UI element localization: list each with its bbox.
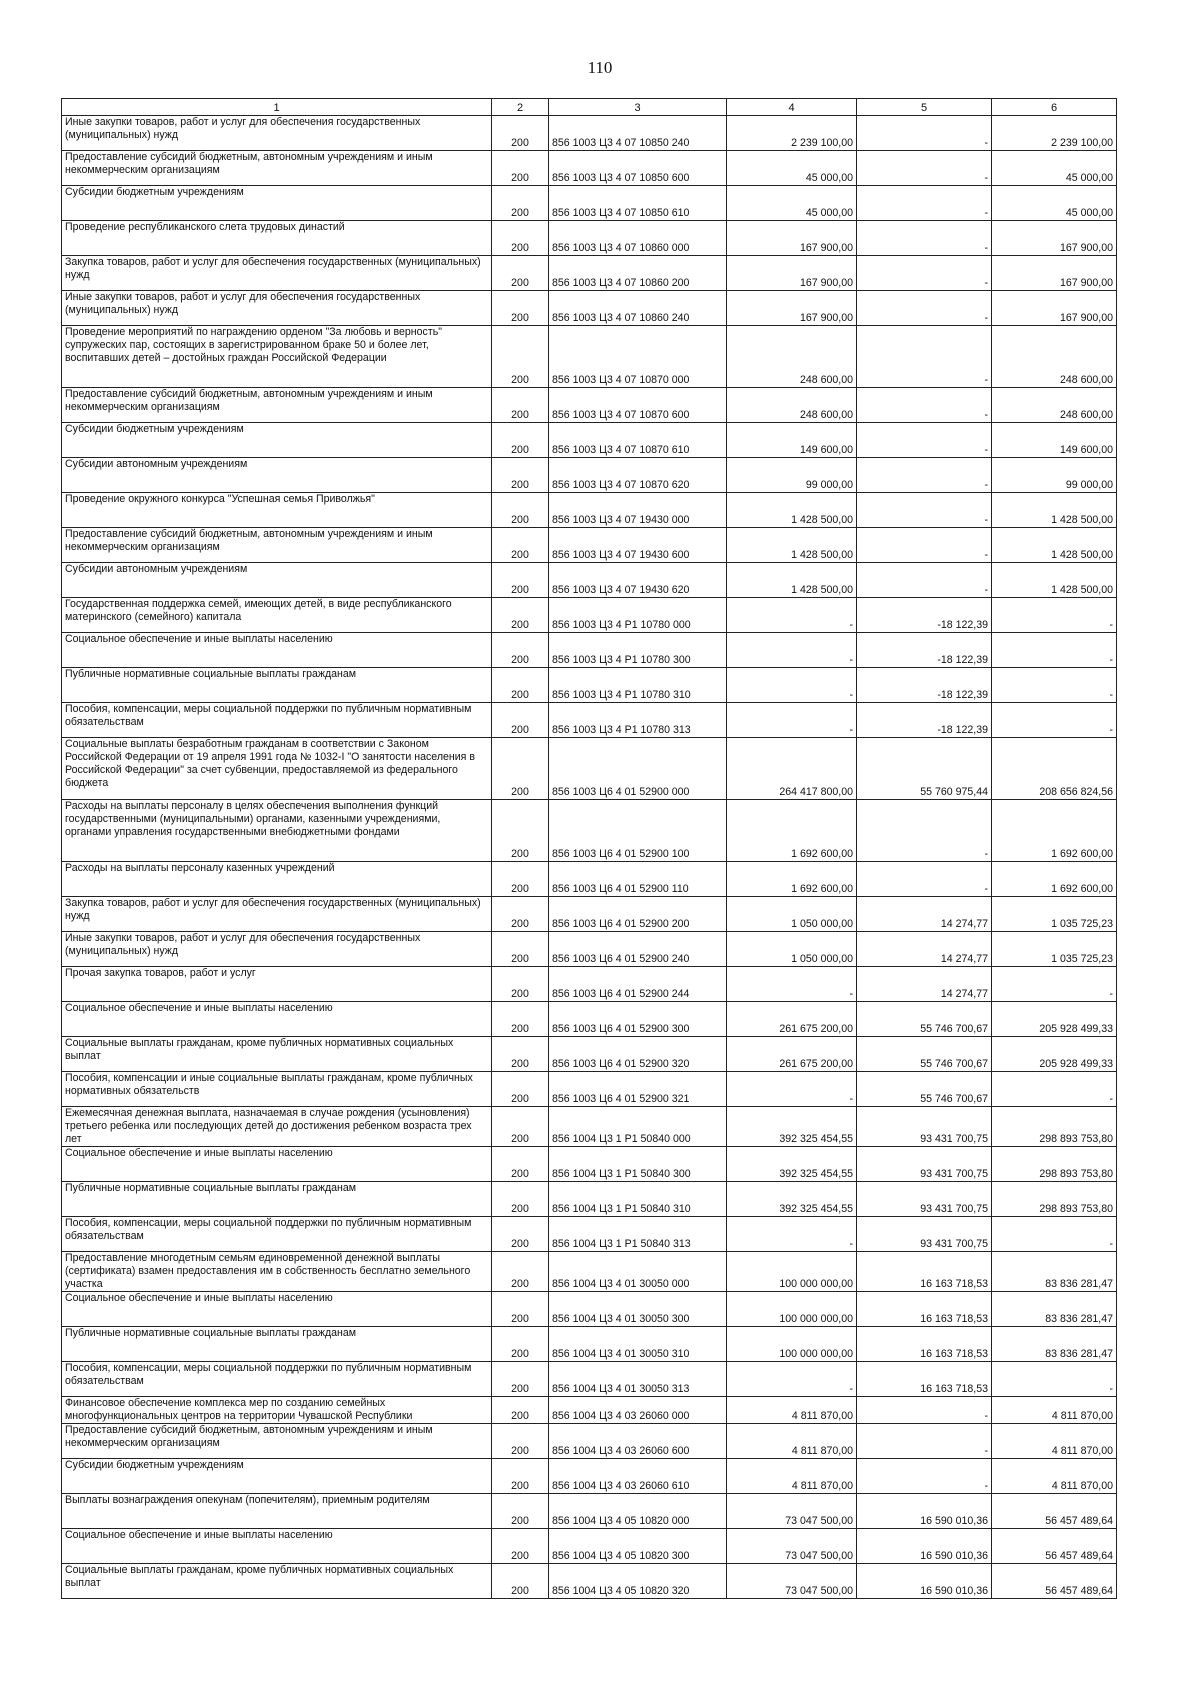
table-row xyxy=(62,800,1117,862)
row-value-4-cell: - xyxy=(727,1362,857,1397)
row-value-6-cell: 1 035 725,23 xyxy=(992,897,1117,932)
row-value-6-cell: - xyxy=(992,668,1117,703)
row-value-5-cell: 16 590 010,36 xyxy=(857,1529,992,1564)
row-code-cell: 856 1004 Ц3 4 03 26060 000 xyxy=(549,1397,727,1424)
row-code-cell: 856 1003 Ц3 4 07 10850 610 xyxy=(549,186,727,221)
row-name-cell: Субсидии бюджетным учреждениям xyxy=(62,1459,492,1494)
row-code-cell: 856 1003 Ц3 4 07 10870 610 xyxy=(549,423,727,458)
row-chapter-cell: 200 xyxy=(492,291,549,326)
row-code-cell: 856 1004 Ц3 4 03 26060 600 xyxy=(549,1424,727,1459)
row-code-cell: 856 1003 Ц3 4 07 10860 240 xyxy=(549,291,727,326)
row-value-5-cell: - xyxy=(857,291,992,326)
row-value-6-cell: 45 000,00 xyxy=(992,151,1117,186)
table-row xyxy=(62,186,1117,221)
row-value-5-cell: -18 122,39 xyxy=(857,703,992,738)
row-code-cell: 856 1003 Ц3 4 Р1 10780 310 xyxy=(549,668,727,703)
row-value-6-cell: 4 811 870,00 xyxy=(992,1397,1117,1424)
row-chapter-cell: 200 xyxy=(492,862,549,897)
row-value-5-cell: - xyxy=(857,1459,992,1494)
row-chapter-cell: 200 xyxy=(492,932,549,967)
row-name-cell: Публичные нормативные социальные выплаты гражданам xyxy=(62,1327,492,1362)
table-row xyxy=(62,1182,1117,1217)
row-code-cell: 856 1004 Ц3 4 01 30050 000 xyxy=(549,1252,727,1292)
row-name-cell: Субсидии автономным учреждениям xyxy=(62,563,492,598)
row-code-cell: 856 1004 Ц3 4 05 10820 320 xyxy=(549,1564,727,1599)
row-value-6-cell: 56 457 489,64 xyxy=(992,1494,1117,1529)
row-code-cell: 856 1003 Ц6 4 01 52900 300 xyxy=(549,1002,727,1037)
row-name-cell: Социальные выплаты безработным гражданам в соответствии с Законом Российской Федерации от 19 апреля 1991 года № 1032-I "О занятости населения в Российской Федерации" за счет субвенции, предоставляемой из федерального бюджета xyxy=(62,738,492,800)
row-value-5-cell: - xyxy=(857,151,992,186)
row-value-4-cell: 261 675 200,00 xyxy=(727,1002,857,1037)
row-chapter-cell: 200 xyxy=(492,1424,549,1459)
row-name-cell: Государственная поддержка семей, имеющих детей, в виде республиканского материнского (семейного) капитала xyxy=(62,598,492,633)
row-code-cell: 856 1004 Ц3 4 05 10820 000 xyxy=(549,1494,727,1529)
table-row xyxy=(62,221,1117,256)
row-value-5-cell: - xyxy=(857,528,992,563)
row-value-5-cell: - xyxy=(857,458,992,493)
row-chapter-cell: 200 xyxy=(492,1327,549,1362)
row-value-4-cell: 1 692 600,00 xyxy=(727,862,857,897)
row-value-4-cell: 100 000 000,00 xyxy=(727,1252,857,1292)
row-chapter-cell: 200 xyxy=(492,458,549,493)
row-value-4-cell: 2 239 100,00 xyxy=(727,116,857,151)
row-name-cell: Расходы на выплаты персоналу казенных учреждений xyxy=(62,862,492,897)
row-value-4-cell: - xyxy=(727,1217,857,1252)
row-value-4-cell: - xyxy=(727,598,857,633)
row-code-cell: 856 1003 Ц6 4 01 52900 321 xyxy=(549,1072,727,1107)
row-value-4-cell: 45 000,00 xyxy=(727,151,857,186)
table-row xyxy=(62,1529,1117,1564)
row-name-cell: Пособия, компенсации, меры социальной поддержки по публичным нормативным обязательствам xyxy=(62,703,492,738)
column-header: 6 xyxy=(992,99,1117,116)
row-name-cell: Выплаты вознаграждения опекунам (попечителям), приемным родителям xyxy=(62,1494,492,1529)
row-code-cell: 856 1003 Ц6 4 01 52900 244 xyxy=(549,967,727,1002)
row-chapter-cell: 200 xyxy=(492,1107,549,1147)
row-chapter-cell: 200 xyxy=(492,326,549,388)
row-value-4-cell: 73 047 500,00 xyxy=(727,1494,857,1529)
row-value-5-cell: 14 274,77 xyxy=(857,897,992,932)
table-row xyxy=(62,1147,1117,1182)
row-value-5-cell: - xyxy=(857,186,992,221)
table-row xyxy=(62,256,1117,291)
table-row xyxy=(62,423,1117,458)
row-chapter-cell: 200 xyxy=(492,1362,549,1397)
row-value-5-cell: 14 274,77 xyxy=(857,967,992,1002)
row-name-cell: Социальное обеспечение и иные выплаты населению xyxy=(62,1529,492,1564)
row-value-4-cell: 4 811 870,00 xyxy=(727,1397,857,1424)
row-chapter-cell: 200 xyxy=(492,1147,549,1182)
row-value-5-cell: 16 163 718,53 xyxy=(857,1362,992,1397)
table-row xyxy=(62,932,1117,967)
row-value-5-cell: 16 163 718,53 xyxy=(857,1292,992,1327)
row-code-cell: 856 1004 Ц3 4 03 26060 610 xyxy=(549,1459,727,1494)
row-value-5-cell: - xyxy=(857,1424,992,1459)
row-value-4-cell: 167 900,00 xyxy=(727,291,857,326)
row-chapter-cell: 200 xyxy=(492,703,549,738)
row-chapter-cell: 200 xyxy=(492,1529,549,1564)
row-chapter-cell: 200 xyxy=(492,1217,549,1252)
table-row xyxy=(62,291,1117,326)
row-chapter-cell: 200 xyxy=(492,1072,549,1107)
row-value-5-cell: - xyxy=(857,563,992,598)
row-value-5-cell: - xyxy=(857,423,992,458)
table-row xyxy=(62,1397,1117,1424)
table-row xyxy=(62,967,1117,1002)
row-name-cell: Иные закупки товаров, работ и услуг для обеспечения государственных (муниципальных) нужд xyxy=(62,116,492,151)
table-row xyxy=(62,1072,1117,1107)
table-row xyxy=(62,1037,1117,1072)
row-value-6-cell: 1 035 725,23 xyxy=(992,932,1117,967)
row-name-cell: Ежемесячная денежная выплата, назначаемая в случае рождения (усыновления) третьего ребенка или последующих детей до достижения ребенком возраста трех лет xyxy=(62,1107,492,1147)
table-row xyxy=(62,1424,1117,1459)
table-row xyxy=(62,563,1117,598)
row-value-6-cell: 56 457 489,64 xyxy=(992,1529,1117,1564)
row-value-6-cell: - xyxy=(992,1217,1117,1252)
row-name-cell: Пособия, компенсации, меры социальной поддержки по публичным нормативным обязательствам xyxy=(62,1362,492,1397)
row-value-5-cell: - xyxy=(857,862,992,897)
column-header: 5 xyxy=(857,99,992,116)
table-row xyxy=(62,1362,1117,1397)
column-header: 3 xyxy=(549,99,727,116)
header-row xyxy=(62,99,1117,116)
row-value-6-cell: 1 428 500,00 xyxy=(992,563,1117,598)
row-value-6-cell: 4 811 870,00 xyxy=(992,1424,1117,1459)
table-row xyxy=(62,326,1117,388)
row-chapter-cell: 200 xyxy=(492,598,549,633)
budget-table xyxy=(61,98,1117,1599)
row-chapter-cell: 200 xyxy=(492,388,549,423)
row-value-6-cell: - xyxy=(992,598,1117,633)
row-value-6-cell: 298 893 753,80 xyxy=(992,1107,1117,1147)
row-name-cell: Публичные нормативные социальные выплаты гражданам xyxy=(62,668,492,703)
row-value-6-cell: 45 000,00 xyxy=(992,186,1117,221)
row-chapter-cell: 200 xyxy=(492,1564,549,1599)
row-code-cell: 856 1004 Ц3 4 05 10820 300 xyxy=(549,1529,727,1564)
row-value-4-cell: 4 811 870,00 xyxy=(727,1424,857,1459)
row-chapter-cell: 200 xyxy=(492,256,549,291)
row-code-cell: 856 1004 Ц3 1 Р1 50840 000 xyxy=(549,1107,727,1147)
row-value-6-cell: - xyxy=(992,967,1117,1002)
table-row xyxy=(62,151,1117,186)
row-code-cell: 856 1003 Ц6 4 01 52900 200 xyxy=(549,897,727,932)
table-row xyxy=(62,1564,1117,1599)
row-code-cell: 856 1003 Ц3 4 07 10860 000 xyxy=(549,221,727,256)
row-value-4-cell: 100 000 000,00 xyxy=(727,1292,857,1327)
row-value-4-cell: 99 000,00 xyxy=(727,458,857,493)
row-code-cell: 856 1003 Ц6 4 01 52900 100 xyxy=(549,800,727,862)
row-value-6-cell: 248 600,00 xyxy=(992,388,1117,423)
table-row xyxy=(62,668,1117,703)
row-value-4-cell: - xyxy=(727,633,857,668)
row-value-5-cell: 14 274,77 xyxy=(857,932,992,967)
row-name-cell: Предоставление субсидий бюджетным, автономным учреждениям и иным некоммерческим организациям xyxy=(62,388,492,423)
row-value-5-cell: 16 590 010,36 xyxy=(857,1494,992,1529)
table-row xyxy=(62,598,1117,633)
row-value-6-cell: 167 900,00 xyxy=(992,256,1117,291)
row-name-cell: Иные закупки товаров, работ и услуг для обеспечения государственных (муниципальных) нужд xyxy=(62,291,492,326)
row-value-6-cell: 99 000,00 xyxy=(992,458,1117,493)
row-value-5-cell: 93 431 700,75 xyxy=(857,1182,992,1217)
row-value-4-cell: - xyxy=(727,967,857,1002)
row-code-cell: 856 1003 Ц6 4 01 52900 240 xyxy=(549,932,727,967)
row-name-cell: Проведение мероприятий по награждению орденом "За любовь и верность" супружеских пар, состоящих в зарегистрированном браке 50 и более лет, воспитавших детей – достойных граждан Российской Федерации xyxy=(62,326,492,388)
table-row xyxy=(62,1327,1117,1362)
table-row xyxy=(62,1107,1117,1147)
row-name-cell: Иные закупки товаров, работ и услуг для обеспечения государственных (муниципальных) нужд xyxy=(62,932,492,967)
row-name-cell: Пособия, компенсации, меры социальной поддержки по публичным нормативным обязательствам xyxy=(62,1217,492,1252)
row-value-6-cell: 298 893 753,80 xyxy=(992,1182,1117,1217)
row-code-cell: 856 1003 Ц3 4 07 10870 600 xyxy=(549,388,727,423)
row-code-cell: 856 1003 Ц3 4 07 19430 600 xyxy=(549,528,727,563)
row-name-cell: Проведение окружного конкурса "Успешная семья Приволжья" xyxy=(62,493,492,528)
table-row xyxy=(62,738,1117,800)
row-value-6-cell: 205 928 499,33 xyxy=(992,1037,1117,1072)
row-value-5-cell: 93 431 700,75 xyxy=(857,1217,992,1252)
row-value-6-cell: 248 600,00 xyxy=(992,326,1117,388)
row-value-4-cell: 392 325 454,55 xyxy=(727,1107,857,1147)
row-name-cell: Закупка товаров, работ и услуг для обеспечения государственных (муниципальных) нужд xyxy=(62,897,492,932)
column-header: 1 xyxy=(62,99,492,116)
row-value-4-cell: 392 325 454,55 xyxy=(727,1182,857,1217)
table-row xyxy=(62,1252,1117,1292)
row-name-cell: Предоставление субсидий бюджетным, автономным учреждениям и иным некоммерческим организациям xyxy=(62,1424,492,1459)
row-chapter-cell: 200 xyxy=(492,897,549,932)
row-value-5-cell: 16 163 718,53 xyxy=(857,1327,992,1362)
row-value-5-cell: -18 122,39 xyxy=(857,598,992,633)
row-chapter-cell: 200 xyxy=(492,1002,549,1037)
row-code-cell: 856 1003 Ц3 4 07 19430 620 xyxy=(549,563,727,598)
row-name-cell: Расходы на выплаты персоналу в целях обеспечения выполнения функций государственными (муниципальными) органами, казенными учреждениями, органами управления государственными внебюджетными фондами xyxy=(62,800,492,862)
row-value-5-cell: 16 590 010,36 xyxy=(857,1564,992,1599)
row-chapter-cell: 200 xyxy=(492,221,549,256)
row-name-cell: Субсидии бюджетным учреждениям xyxy=(62,423,492,458)
row-chapter-cell: 200 xyxy=(492,563,549,598)
row-value-6-cell: 4 811 870,00 xyxy=(992,1459,1117,1494)
table-row xyxy=(62,388,1117,423)
row-name-cell: Публичные нормативные социальные выплаты гражданам xyxy=(62,1182,492,1217)
row-value-6-cell: 298 893 753,80 xyxy=(992,1147,1117,1182)
row-value-5-cell: 55 746 700,67 xyxy=(857,1002,992,1037)
row-code-cell: 856 1004 Ц3 1 Р1 50840 313 xyxy=(549,1217,727,1252)
row-code-cell: 856 1004 Ц3 1 Р1 50840 310 xyxy=(549,1182,727,1217)
row-code-cell: 856 1004 Ц3 4 01 30050 310 xyxy=(549,1327,727,1362)
row-value-5-cell: - xyxy=(857,221,992,256)
row-chapter-cell: 200 xyxy=(492,1494,549,1529)
row-value-4-cell: 100 000 000,00 xyxy=(727,1327,857,1362)
row-value-6-cell: - xyxy=(992,1362,1117,1397)
row-value-6-cell: 1 428 500,00 xyxy=(992,493,1117,528)
row-code-cell: 856 1003 Ц6 4 01 52900 110 xyxy=(549,862,727,897)
row-value-6-cell: - xyxy=(992,1072,1117,1107)
row-value-5-cell: 16 163 718,53 xyxy=(857,1252,992,1292)
row-value-6-cell: 149 600,00 xyxy=(992,423,1117,458)
row-code-cell: 856 1004 Ц3 4 01 30050 313 xyxy=(549,1362,727,1397)
row-chapter-cell: 200 xyxy=(492,633,549,668)
row-value-5-cell: 93 431 700,75 xyxy=(857,1147,992,1182)
row-name-cell: Пособия, компенсации и иные социальные выплаты гражданам, кроме публичных нормативных обязательств xyxy=(62,1072,492,1107)
row-value-6-cell: 167 900,00 xyxy=(992,291,1117,326)
table-row xyxy=(62,862,1117,897)
row-value-4-cell: - xyxy=(727,668,857,703)
row-value-4-cell: 261 675 200,00 xyxy=(727,1037,857,1072)
row-value-5-cell: 55 746 700,67 xyxy=(857,1072,992,1107)
table-row xyxy=(62,703,1117,738)
row-value-4-cell: 1 050 000,00 xyxy=(727,897,857,932)
row-name-cell: Субсидии автономным учреждениям xyxy=(62,458,492,493)
row-code-cell: 856 1003 Ц6 4 01 52900 000 xyxy=(549,738,727,800)
row-value-6-cell: 83 836 281,47 xyxy=(992,1327,1117,1362)
row-value-4-cell: 4 811 870,00 xyxy=(727,1459,857,1494)
row-value-5-cell: - xyxy=(857,388,992,423)
row-name-cell: Социальное обеспечение и иные выплаты населению xyxy=(62,633,492,668)
row-value-4-cell: 149 600,00 xyxy=(727,423,857,458)
row-value-4-cell: 45 000,00 xyxy=(727,186,857,221)
row-value-6-cell: 208 656 824,56 xyxy=(992,738,1117,800)
row-chapter-cell: 200 xyxy=(492,1292,549,1327)
row-chapter-cell: 200 xyxy=(492,1252,549,1292)
column-header: 2 xyxy=(492,99,549,116)
table-row xyxy=(62,116,1117,151)
row-value-5-cell: 55 760 975,44 xyxy=(857,738,992,800)
row-value-4-cell: 1 692 600,00 xyxy=(727,800,857,862)
row-code-cell: 856 1004 Ц3 1 Р1 50840 300 xyxy=(549,1147,727,1182)
row-chapter-cell: 200 xyxy=(492,800,549,862)
row-value-4-cell: 1 050 000,00 xyxy=(727,932,857,967)
row-code-cell: 856 1003 Ц3 4 07 10870 000 xyxy=(549,326,727,388)
row-value-4-cell: - xyxy=(727,1072,857,1107)
row-value-4-cell: 73 047 500,00 xyxy=(727,1529,857,1564)
row-code-cell: 856 1003 Ц3 4 Р1 10780 313 xyxy=(549,703,727,738)
row-chapter-cell: 200 xyxy=(492,423,549,458)
row-value-6-cell: 1 692 600,00 xyxy=(992,862,1117,897)
table-row xyxy=(62,1292,1117,1327)
row-name-cell: Предоставление многодетным семьям единовременной денежной выплаты (сертификата) взамен предоставления им в собственность бесплатно земельного участка xyxy=(62,1252,492,1292)
row-value-5-cell: - xyxy=(857,326,992,388)
table-row xyxy=(62,1217,1117,1252)
row-code-cell: 856 1003 Ц3 4 Р1 10780 300 xyxy=(549,633,727,668)
row-value-5-cell: - xyxy=(857,1397,992,1424)
row-value-4-cell: 1 428 500,00 xyxy=(727,493,857,528)
row-value-6-cell: 1 428 500,00 xyxy=(992,528,1117,563)
row-value-6-cell: 83 836 281,47 xyxy=(992,1292,1117,1327)
row-value-4-cell: 73 047 500,00 xyxy=(727,1564,857,1599)
row-chapter-cell: 200 xyxy=(492,738,549,800)
row-name-cell: Закупка товаров, работ и услуг для обеспечения государственных (муниципальных) нужд xyxy=(62,256,492,291)
row-value-6-cell: - xyxy=(992,703,1117,738)
table-row xyxy=(62,458,1117,493)
table-row xyxy=(62,1002,1117,1037)
page-number: 110 xyxy=(587,58,613,77)
row-value-6-cell: 1 692 600,00 xyxy=(992,800,1117,862)
row-value-5-cell: - xyxy=(857,116,992,151)
row-value-6-cell: 56 457 489,64 xyxy=(992,1564,1117,1599)
row-chapter-cell: 200 xyxy=(492,528,549,563)
row-value-4-cell: 248 600,00 xyxy=(727,388,857,423)
row-chapter-cell: 200 xyxy=(492,151,549,186)
row-code-cell: 856 1003 Ц3 4 07 19430 000 xyxy=(549,493,727,528)
row-value-4-cell: 167 900,00 xyxy=(727,256,857,291)
table-row xyxy=(62,897,1117,932)
row-name-cell: Предоставление субсидий бюджетным, автономным учреждениям и иным некоммерческим организациям xyxy=(62,528,492,563)
row-value-6-cell: 205 928 499,33 xyxy=(992,1002,1117,1037)
row-name-cell: Субсидии бюджетным учреждениям xyxy=(62,186,492,221)
row-name-cell: Социальное обеспечение и иные выплаты населению xyxy=(62,1002,492,1037)
row-value-5-cell: 93 431 700,75 xyxy=(857,1107,992,1147)
row-value-5-cell: -18 122,39 xyxy=(857,668,992,703)
row-code-cell: 856 1003 Ц6 4 01 52900 320 xyxy=(549,1037,727,1072)
row-value-4-cell: 248 600,00 xyxy=(727,326,857,388)
row-value-5-cell: 55 746 700,67 xyxy=(857,1037,992,1072)
row-chapter-cell: 200 xyxy=(492,967,549,1002)
row-value-6-cell: 167 900,00 xyxy=(992,221,1117,256)
row-name-cell: Проведение республиканского слета трудовых династий xyxy=(62,221,492,256)
row-value-4-cell: 1 428 500,00 xyxy=(727,563,857,598)
column-header: 4 xyxy=(727,99,857,116)
row-value-6-cell: 83 836 281,47 xyxy=(992,1252,1117,1292)
row-value-6-cell: - xyxy=(992,633,1117,668)
row-value-4-cell: - xyxy=(727,703,857,738)
row-value-5-cell: - xyxy=(857,800,992,862)
row-name-cell: Прочая закупка товаров, работ и услуг xyxy=(62,967,492,1002)
row-name-cell: Социальное обеспечение и иные выплаты населению xyxy=(62,1292,492,1327)
row-value-5-cell: - xyxy=(857,256,992,291)
row-name-cell: Социальное обеспечение и иные выплаты населению xyxy=(62,1147,492,1182)
row-name-cell: Предоставление субсидий бюджетным, автономным учреждениям и иным некоммерческим организациям xyxy=(62,151,492,186)
table-row xyxy=(62,528,1117,563)
row-code-cell: 856 1003 Ц3 4 07 10850 240 xyxy=(549,116,727,151)
row-value-4-cell: 392 325 454,55 xyxy=(727,1147,857,1182)
table-row xyxy=(62,1459,1117,1494)
row-value-4-cell: 264 417 800,00 xyxy=(727,738,857,800)
row-code-cell: 856 1003 Ц3 4 07 10870 620 xyxy=(549,458,727,493)
row-value-4-cell: 1 428 500,00 xyxy=(727,528,857,563)
row-code-cell: 856 1003 Ц3 4 07 10860 200 xyxy=(549,256,727,291)
row-name-cell: Социальные выплаты гражданам, кроме публичных нормативных социальных выплат xyxy=(62,1037,492,1072)
row-chapter-cell: 200 xyxy=(492,1459,549,1494)
row-name-cell: Социальные выплаты гражданам, кроме публичных нормативных социальных выплат xyxy=(62,1564,492,1599)
row-chapter-cell: 200 xyxy=(492,493,549,528)
row-code-cell: 856 1003 Ц3 4 07 10850 600 xyxy=(549,151,727,186)
table-row xyxy=(62,633,1117,668)
row-chapter-cell: 200 xyxy=(492,1182,549,1217)
row-chapter-cell: 200 xyxy=(492,186,549,221)
row-code-cell: 856 1003 Ц3 4 Р1 10780 000 xyxy=(549,598,727,633)
table-row xyxy=(62,1494,1117,1529)
table-row xyxy=(62,493,1117,528)
row-chapter-cell: 200 xyxy=(492,116,549,151)
row-chapter-cell: 200 xyxy=(492,668,549,703)
row-value-6-cell: 2 239 100,00 xyxy=(992,116,1117,151)
row-code-cell: 856 1004 Ц3 4 01 30050 300 xyxy=(549,1292,727,1327)
row-chapter-cell: 200 xyxy=(492,1037,549,1072)
row-value-5-cell: -18 122,39 xyxy=(857,633,992,668)
row-value-5-cell: - xyxy=(857,493,992,528)
row-name-cell: Финансовое обеспечение комплекса мер по созданию семейных многофункциональных центров на территории Чувашской Республики xyxy=(62,1397,492,1424)
row-chapter-cell: 200 xyxy=(492,1397,549,1424)
row-value-4-cell: 167 900,00 xyxy=(727,221,857,256)
